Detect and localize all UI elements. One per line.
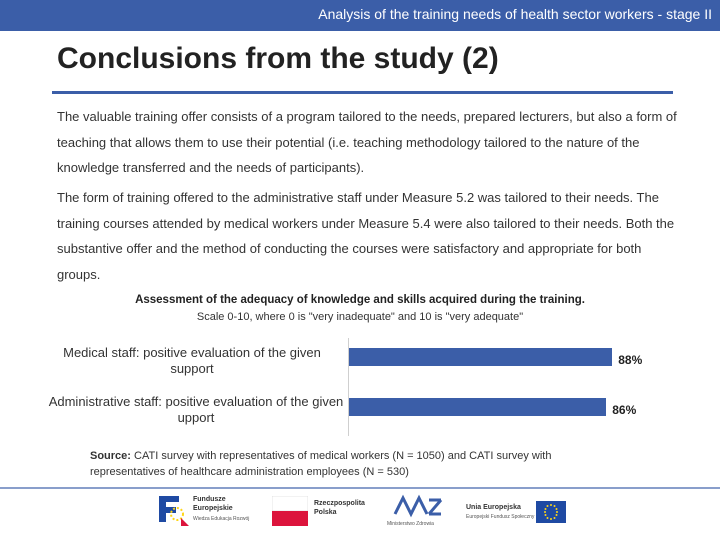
chart-subtitle: Scale 0-10, where 0 is "very inadequate" and 10 is "very adequate"	[196, 311, 524, 323]
title-underline	[52, 91, 673, 94]
european-funds-logo	[155, 492, 255, 530]
bar-label-medical-staff: Medical staff: positive evaluation of the given support	[63, 345, 321, 376]
bar-label-administrative-staff: Administrative staff: positive evaluation of the given upport	[48, 394, 344, 425]
chart-title: Assessment of the adequacy of knowledge and skills acquired during the training.	[135, 294, 585, 306]
source-text: CATI survey with representatives of medical workers (N = 1050) and CATI survey with representatives of healthcare administration employees (N = 530)	[90, 450, 552, 478]
european-funds-emblem-icon	[155, 492, 189, 526]
banner-title: Analysis of the training needs of health sector workers - stage II	[318, 6, 712, 22]
source-label: Source:	[90, 450, 131, 462]
bar-administrative-staff	[349, 398, 606, 416]
bar-medical-staff	[349, 348, 612, 366]
poland-logo	[272, 492, 372, 530]
paragraph-training-offer: The valuable training offer consists of a program tailored to the needs, prepared lecturers, but also a form of teaching that allows them to use their potential (i.e. teaching methodology tailored to the nature of the knowledge transferred and the needs of participants).	[57, 109, 677, 175]
poland-flag-icon	[272, 496, 308, 526]
eu-line2: Europejski Fundusz Społeczny	[466, 514, 535, 520]
header-banner	[0, 0, 720, 31]
ministry-of-health-logo	[385, 492, 455, 530]
eu-flag-icon	[536, 501, 566, 523]
page-title: Conclusions from the study (2)	[57, 42, 499, 75]
eu-line1: Unia Europejska	[466, 504, 521, 511]
funds-line1: Fundusze	[193, 496, 226, 503]
poland-line2: Polska	[314, 509, 337, 516]
poland-line1: Rzeczpospolita	[314, 500, 365, 507]
funds-line3: Wiedza Edukacja Rozwój	[193, 516, 250, 522]
ministry-name: Ministerstwo Zdrowia	[387, 521, 434, 527]
european-union-logo	[466, 492, 566, 530]
bar-value-administrative-staff: 86%	[612, 403, 637, 417]
ministry-mark-icon	[393, 492, 443, 518]
footer-divider	[0, 487, 720, 489]
source-note	[90, 448, 610, 480]
funds-line2: Europejskie	[193, 505, 233, 512]
paragraph-training-form: The form of training offered to the administrative staff under Measure 5.2 was tailored to their needs. The training courses attended by medical workers under Measure 5.4 were also tailored to their needs. Both the substantive offer and the method of conducting the courses were satisfactory and appropriate for both groups.	[57, 190, 675, 282]
bar-value-medical-staff: 88%	[618, 353, 643, 367]
